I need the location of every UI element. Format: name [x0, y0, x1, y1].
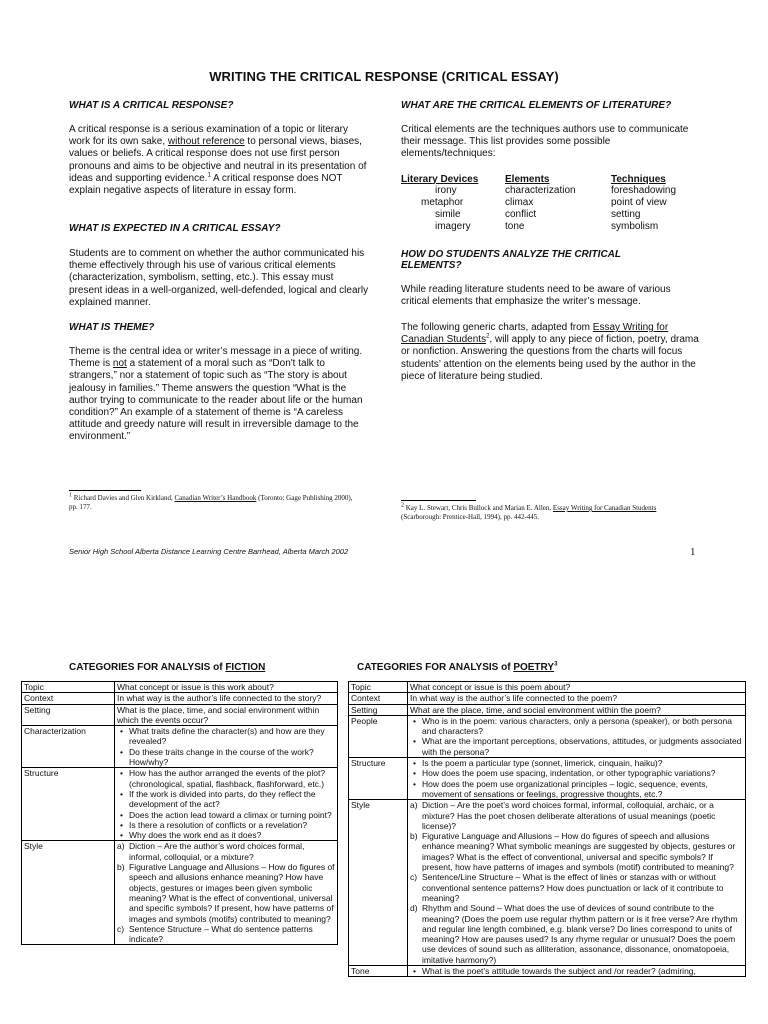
heading-critical-essay: WHAT IS EXPECTED IN A CRITICAL ESSAY? — [69, 223, 281, 234]
table-row: Context In what way is the author’s life connected to the poem? — [349, 693, 746, 704]
table-row: irony characterization foreshadowing — [435, 185, 677, 196]
paragraph-theme: Theme is the central idea or writer’s message in a piece of writing. Theme is not a statement of a moral such as “Don't talk to strangers,” nor a statement of topic such as “The story is about jealousy in families.” Theme answers the question “What is the author trying to communicate to the reader about life or the human condition?” An example of a statement of theme is “A careless attitude and greedy nature will result in irreversible damage to the environment.” — [69, 346, 363, 443]
table-row: People • Who is in the poem: various characters, only a persona (speaker), or both persona and characters? • What are the important perceptions, observations, attitudes, or judgments associated with the persona? — [349, 715, 746, 757]
table-row: Setting What is the place, time, and social environment within which the events occur? — [22, 704, 338, 726]
table-row: Structure • Is the poem a particular type (sonnet, limerick, cinquain, haiku)? • How does the poem use spacing, indentation, or other typographic variations? • How does the poem use organizational principles – logic, sequence, events, movement of sensations or feelings, progressive thoughts, etc.? — [349, 758, 746, 800]
table-row: Tone • What is the poet’s attitude towards the subject and /or reader? (admiring, — [349, 966, 746, 977]
paragraph-critical-essay: Students are to comment on whether the author communicated his theme effectively through his use of various critical elements (characterization, symbolism, setting, etc.). This essay must present ideas in a well-organized, well-defended, logical and clearly explained manner. — [69, 248, 369, 308]
list-item: a) Diction – Are the poet’s word choices formal, informal, colloquial, archaic, or a mixture? Has the poet chosen deliberate alterations of usual meanings (poetic license)? — [410, 800, 716, 831]
footnote-rule-right — [401, 500, 476, 501]
list-item: • What traits define the character(s) and how are they revealed? — [129, 726, 335, 747]
paragraph-generic-charts: The following generic charts, adapted from Essay Writing for Canadian Students$^2$, will apply to any piece of fiction, poetry, drama or nonfiction. Answering the questions from the charts will focus students’ attention on the elements being used by the author in the piece of literature being studied. — [401, 322, 699, 382]
table-row: Style a) Diction – Are the poet’s word choices formal, informal, colloquial, archaic, or a mixture? Has the poet chosen deliberate alterations of usual meanings (poetic license)? b) Figurative Language and Allusions – How do figures of speech and allusions enhance meaning? What symbolic meanings are suggested by objects, gestures or images? What is the effect of conventional, universal and specific symbols? If present, how have patterns of images and symbols (motif) contributed to meaning? c) Sentence/Line Structure – What is the effect of lines or stanzas with or without conventional sentence patterns? How does punctuation or lack of it contribute to meaning? d) Rhythm and Sound – What does the use of devices of sound contribute to the meaning? (Does the poem use regular rhythm pattern or is it free verse? Are rhythm and regular line length combined, e.g. blank verse? Do lines correspond to units of meaning? How are pauses used? Is any rhyme regular or unusual? Does the poem use devices of sound such as alliteration, assonance, dissonance, onomatopoeia, imitative harmony?) — [349, 800, 746, 966]
column-header-elements: Elements — [505, 173, 550, 185]
paragraph-critical-response: A critical response is a serious examination of a topic or literary work for its own sake, without reference to personal views, biases, values or beliefs. A critical response does not use first person pronouns and aims to be objective and neutral in its presentation of ideas and supporting evidence.$^1$ A critical response does NOT explain negative aspects of literature in essay form. — [69, 124, 367, 197]
poetry-chart-title: CATEGORIES FOR ANALYSIS of POETRY$^3$ — [357, 661, 558, 673]
list-item: • Is there a resolution of conflicts or a revelation? — [129, 820, 335, 830]
page-footer: Senior High School Alberta Distance Learning Centre Barrhead, Alberta March 2002 — [69, 547, 349, 556]
list-item: • What is the poet’s attitude towards the subject and /or reader? (admiring, — [422, 966, 743, 976]
list-item: • What are the important perceptions, observations, attitudes, or judgments associated with the persona? — [422, 736, 743, 757]
table-row: imagery tone symbolism — [435, 221, 659, 232]
table-row: Characterization • What traits define the character(s) and how are they revealed? • Do these traits change in the course of the work? How/why? — [22, 726, 338, 768]
list-item: • Who is in the poem: various characters, only a persona (speaker), or both persona and characters? — [422, 716, 743, 737]
heading-theme: WHAT IS THEME? — [69, 322, 155, 333]
footnote-1: $^1$ Richard Davies and Glen Kirkland, Canadian Writer’s Handbook (Toronto: Gage Publishing 2000), pp. 177. — [69, 492, 353, 511]
table-row: simile conflict setting — [435, 209, 641, 220]
heading-critical-elements: WHAT ARE THE CRITICAL ELEMENTS OF LITERATURE? — [401, 100, 672, 111]
list-item: c) Sentence Structure – What do sentence patterns indicate? — [117, 923, 313, 945]
fiction-chart-title: CATEGORIES FOR ANALYSIS of FICTION — [69, 662, 266, 673]
list-item: • If the work is divided into parts, do they reflect the development of the act? — [129, 789, 335, 810]
table-row: Topic What concept or issue is this work about? — [22, 682, 338, 693]
list-item: • Is the poem a particular type (sonnet, limerick, cinquain, haiku)? — [422, 758, 743, 768]
list-item: b) Figurative Language and Allusions – How do figures of speech and allusions enhance meaning? How have objects, gestures or images been given symbolic meaning? What is the effect of conventional, universal and specific symbols? If present, how have patterns of images and symbols (motifs) contributed to meaning? — [117, 862, 335, 924]
list-item: • Does the action lead toward a climax or turning point? — [129, 810, 335, 820]
column-header-literary-devices: Literary Devices — [401, 173, 479, 185]
list-item: b) Figurative Language and Allusions – How do figures of speech and allusions enhance meaning? What symbolic meanings are suggested by objects, gestures or images? What is the effect of conventional, universal and specific symbols? If present, how have patterns of images and symbols (motif) contributed to meaning? — [410, 831, 736, 873]
list-item: • How does the poem use organizational principles – logic, sequence, events, movement of sensations or feelings, progressive thoughts, etc.? — [422, 779, 743, 800]
heading-analyze-elements: HOW DO STUDENTS ANALYZE THE CRITICAL ELEMENTS? — [401, 249, 621, 271]
list-item: d) Rhythm and Sound – What does the use of devices of sound contribute to the meaning? (Does the poem use regular rhythm pattern or is it free verse? Are rhythm and regular line length combined, e.g. blank verse? Do lines correspond to units of meaning? How are pauses used? Is any rhyme regular or unusual? Does the poem use devices of sound such as alliteration, assonance, dissonance, onomatopoeia, imitative harmony?) — [410, 903, 738, 965]
page-number: 1 — [690, 546, 696, 558]
poetry-analysis-table — [348, 681, 746, 977]
literary-elements-table — [401, 173, 676, 233]
table-row: Style a) Diction – Are the author’s word choices formal, informal, colloquial, or a mixture? b) Figurative Language and Allusions – How do figures of speech and allusions enhance meaning? How have objects, gestures or images been given symbolic meaning? What is the effect of conventional, universal and specific symbols? If present, how have patterns of images and symbols (motifs) contributed to meaning? c) Sentence Structure – What do sentence patterns indicate? — [22, 841, 338, 945]
table-row: Topic What concept or issue is this poem about? — [349, 682, 746, 693]
column-header-techniques: Techniques — [611, 173, 666, 185]
list-item: • Why does the work end as it does? — [129, 830, 335, 840]
footnote-rule-left — [69, 490, 141, 491]
paragraph-critical-elements: Critical elements are the techniques authors use to communicate their message. This list provides some possible elements/techniques: — [401, 124, 689, 160]
list-item: • How does the poem use spacing, indentation, or other typographic variations? — [422, 768, 743, 778]
table-row: metaphor climax point of view — [421, 197, 667, 208]
footnote-2: $^2$ Kay L. Stewart, Chris Bullock and Marian E. Allen, Essay Writing for Canadian Students (Scarborough: Prentice-Hall, 1994), pp. 442-445. — [401, 502, 657, 521]
list-item: • How has the author arranged the events of the plot? (chronological, spatial, flashback, flashforward, etc.) — [129, 768, 335, 789]
list-item: • Do these traits change in the course of the work? How/why? — [129, 747, 335, 768]
table-row: Context In what way is the author’s life connected to the story? — [22, 693, 338, 704]
list-item: c) Sentence/Line Structure – What is the effect of lines or stanzas with or without conventional sentence patterns? How does punctuation or lack of it contribute to meaning? — [410, 872, 724, 903]
paragraph-analyze-elements: While reading literature students need to be aware of various critical elements that emphasize the writer’s message. — [401, 284, 671, 308]
fiction-analysis-table — [21, 681, 338, 945]
table-row: Structure • How has the author arranged the events of the plot? (chronological, spatial, flashback, flashforward, etc.) • If the work is divided into parts, do they reflect the development of the act? • Does the action lead toward a climax or turning point? • Is there a resolution of conflicts or a revelation? • Why does the work end as it does? — [22, 768, 338, 841]
heading-critical-response: WHAT IS A CRITICAL RESPONSE? — [69, 100, 234, 111]
document-title: WRITING THE CRITICAL RESPONSE (CRITICAL ESSAY) — [209, 69, 559, 84]
list-item: a) Diction – Are the author’s word choices formal, informal, colloquial, or a mixture? — [117, 841, 305, 862]
table-row: Setting What are the place, time, and social environment within the poem? — [349, 704, 746, 715]
